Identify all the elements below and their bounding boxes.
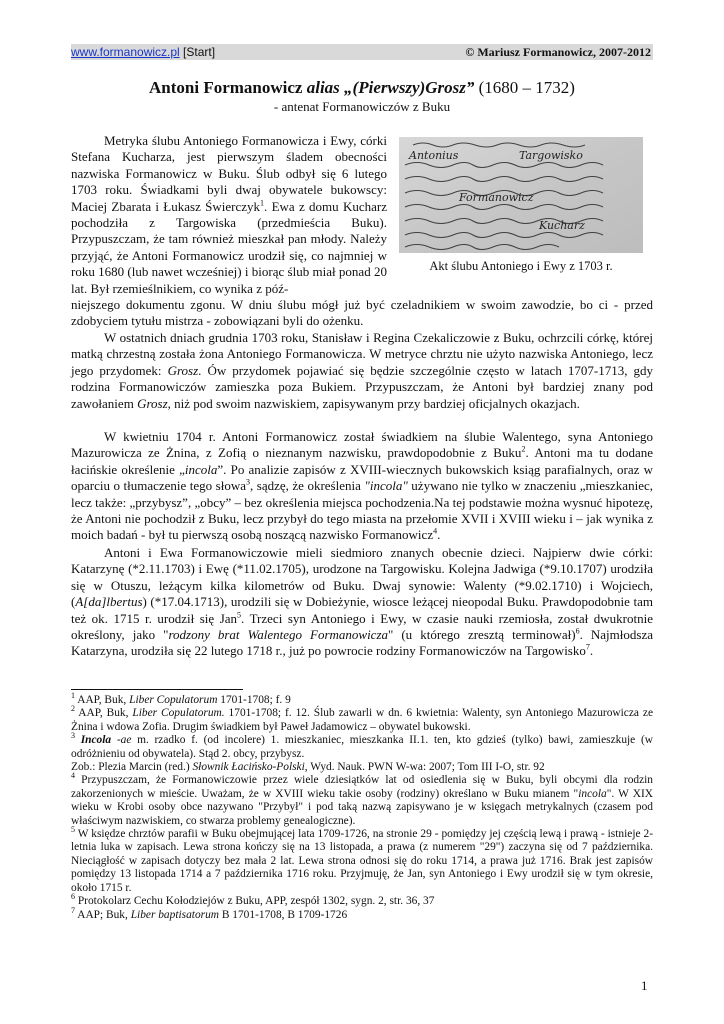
p4-albertus: A[da]lbertus (75, 594, 143, 610)
p3-text1: W kwietniu 1704 r. Antoni Formanowicz został świadkiem na ślubie Walentego, syna Antoniego Mazurowicza ze Żnina, z Zofią o nieznanym nazwisku, prawdopodobnie z Buku (71, 429, 653, 461)
footnote-7: $^7$ AAP; Buk, Liber baptisatorum B 1701-1708, B 1709-1726 (71, 905, 348, 921)
paragraph-1 (71, 133, 387, 297)
p4-text6: . (589, 643, 594, 659)
p3-text6: . (437, 527, 441, 543)
page-title (71, 78, 653, 98)
footnote-ref-2[interactable]: 2 (521, 445, 526, 455)
footnote-5: $^5$ W księdze chrztów parafii w Buku obejmującej lata 1709-1726, na stronie 29 - pomiędzy jej częścią lewą i prawą - istnieje 2-letnia luka w zapisach. Lewa strona kończy się na 13 listopada, a prawa (z numerem "29") zaczyna się od 7 października. Nieciągłość w zapisach dotyczy bez mała 2 lat. Lewa strona odnosi się do roku 1714, a prawa już 1716. Brak jest zapisów pomiędzy 13 listopada 1714 a 7 października 1716 roku. Przyjmuję, że Jan, syn Antoniego i Ewy urodził się w tym okresie, około 1715 r. (71, 825, 653, 894)
manuscript-word-2: Targowisko (519, 149, 583, 162)
p2-text2: . Ów przydomek pojawiać się będzie szczególnie często w latach 1707-1713, gdy rodzina Formanowiczów zamieszka poza Bukiem. Przypuszczam, że Antoni był bardziej znany pod zawołaniem (71, 362, 653, 411)
footnote-divider (71, 689, 243, 690)
p2-grosz: Grosz (167, 362, 199, 378)
footnote-ref-1[interactable]: 1 (260, 198, 265, 208)
p2-text1: W ostatnich dniach grudnia 1703 roku, Stanisław i Regina Czekaliczowie z Buku, ochrzcili córkę, której matką chrzestną została żona Antoniego Formanowicza. W metryce chrztu nie użyto nazwiska Antoniego, lecz jego przydomek: (71, 330, 653, 378)
footnote-ref-5[interactable]: 5 (237, 610, 242, 620)
paragraph-2 (71, 330, 653, 412)
footnote-6: $^6$ Protokolarz Cechu Kołodziejów z Buku, APP, zespół 1302, sygn. 2, str. 36, 37 (71, 892, 435, 908)
manuscript-word-4: Kucharz (539, 219, 585, 232)
manuscript-word-1: Antonius (409, 149, 459, 162)
p4-text2: ) (*17.04.1713), urodzili się w Dobieżynie, wiosce leżącej nieopodal Buku. Prawdopodobnie tam też ok. 1715 r. urodził się Jan (71, 594, 653, 626)
footnote-4: $^4$ Przypuszczam, że Formanowiczowie przez wiele dziesiątków lat od osiedlenia się w Buku, byli obcymi dla rodzin zakorzenionych w mieście. Uważam, że w XVIII wieku takie osoby (rodziny) określano w Buku mianem "incola". W XIX wieku w Krobi osoby obce nazywano "Przybył" i pod taką nazwą zapisywano je w księgach metrykalnych (czasem pod właściwym nazwiskiem, co stwarza problemy genealogiczne). (71, 771, 654, 827)
page-subtitle: - antenat Formanowiczów z Buku (273, 99, 451, 114)
manuscript-word-3: Formanowicz (459, 191, 534, 204)
paragraph-3 (71, 429, 653, 544)
footnote-1: $^1$ AAP, Buk, Liber Copulatorum 1701-1708; f. 9 (71, 691, 291, 706)
p4-rodzony: rodzony brat Walentego Formanowicza (168, 627, 389, 643)
footnote-ref-7[interactable]: 7 (585, 643, 590, 653)
footnote-3: $^3$ Incola -ae m. rzadko f. (od incolere) 1. mieszkaniec, mieszkanka II.1. ten, kto gdzieś (tylko) bawi, zamieszkuje (w odróżnieniu od obywatela). Stąd 2. obcy, przybysz. (71, 731, 653, 760)
header-links (71, 44, 215, 60)
p1-text3: niejszego dokumentu zgonu. W dniu ślubu mógł już być czeladnikiem w swoim zawodzie, bo ci - przed zdobyciem tytułu mistrza - zobowiązani byli do ożenku. (71, 297, 653, 329)
start-link[interactable]: [Start] (183, 45, 216, 59)
paragraph-4 (71, 545, 653, 660)
p3-text4: , sądzę, że określenia (250, 478, 365, 494)
p2-text3: , niż pod swoim nazwiskiem, zapisywanym przy bardziej oficjalnych okazjach. (167, 395, 580, 411)
site-link[interactable]: www.formanowicz.pl (71, 45, 180, 59)
copyright-text: © Mariusz Formanowicz, 2007-2012 (465, 45, 651, 59)
title-alias: alias „(Pierwszy)Grosz” (302, 78, 475, 97)
p4-text1: Antoni i Ewa Formanowiczowie mieli siedmioro znanych obecnie dzieci. Najpierw dwie córki: Katarzynę (*2.11.1703) i Ewę (*11.02.1705), urodzone na Targowisku. Kolejna Jadwiga (*9.10.1707) urodziła się w Otuszu, leżącym kilka kilometrów od Buku. Dwaj synowie: Walenty (*9.02.1710) i Wojciech, ( (71, 545, 653, 610)
figure-caption: Akt ślubu Antoniego i Ewy z 1703 r. (429, 259, 613, 273)
footnote-3-source: Zob.: Plezia Marcin (red.) Słownik Łacińsko-Polski, Wyd. Nauk. PWN W-wa: 2007; Tom III I-O, str. 92 (71, 761, 545, 774)
header-bar (71, 44, 653, 60)
p4-text4: " (u którego zresztą terminował) (388, 627, 576, 643)
p3-text5: używano nie tylko w znaczeniu „mieszkaniec, lecz także: „przybysz”, „obcy” – bez określenia miejsca pochodzenia.Na tej podstawie można wysnuć hipotezę, że Antoni nie pochodził z Buku, lecz przybył do tego miasta na przełomie XVII i XVIII wieku i – jak wynika z moich badań - był tu pierwszą osobą noszącą nazwisko Formanowicz (71, 478, 653, 543)
footnote-ref-4[interactable]: 4 (433, 527, 438, 537)
footnotes (71, 691, 654, 922)
title-years: (1680 – 1732) (474, 78, 575, 97)
marriage-record-image (399, 137, 643, 253)
p4-text5: . Najmłodsza Katarzyna, urodziła się 22 lutego 1718 r., już po powrocie rodziny Formanowiczów na Targowisko (71, 627, 653, 659)
p2-grosz2: Grosz (137, 395, 168, 411)
p3-incola: incola (184, 461, 218, 477)
p1-text2: . Ewa z domu Kucharz pochodziła z Targowiska (przedmieścia Buku). Przypuszczam, że tam również mieszkał pan młody. Należy przyjąć, że Antoni Formanowicz urodził się, co najmniej w roku 1680 (lub nawet wcześniej) i biorąc ślub miał ponad 20 lat. Był rzemieślnikiem, co wynika z póź- (71, 198, 388, 296)
footnote-ref-6[interactable]: 6 (575, 626, 580, 636)
footnote-ref-3[interactable]: 3 (246, 477, 251, 487)
manuscript-scan (399, 137, 643, 253)
paragraph-1-continued (71, 297, 653, 330)
p3-text2: . Antoni ma tu dodane łacińskie określenie „ (71, 445, 653, 477)
p1-text: Metryka ślubu Antoniego Formanowicza i Ewy, córki Stefana Kucharza, jest pierwszym śladem obecności nazwiska Formanowicz w Buku. Ślub odbył się 6 lutego 1703 roku. Świadkami byli dwaj obywatele bukowscy: Maciej Zbarata i Łukasz Świerczyk (71, 133, 387, 214)
title-name: Antoni Formanowicz (149, 78, 303, 97)
p3-incola2: "incola" (364, 478, 408, 494)
footnote-2: $^2$ AAP, Buk, Liber Copulatorum. 1701-1708; f. 12. Ślub zawarli w dn. 6 kwietnia: Walenty, syn Antoniego Mazurowicza ze Żnina i wdowa Zofia. Drugim świadkiem był Paweł Jadamowicz – obywatel bukowski. (71, 704, 654, 733)
p3-text3: ”. Po analizie zapisów z XVIII-wiecznych bukowskich ksiąg parafialnych, oraz w oparciu o tłumaczenie tego słowa (71, 461, 653, 494)
p4-text3: . Trzeci syn Antoniego i Ewy, w czasie nauki rzemiosła, został dwukrotnie określony, jako " (71, 610, 653, 643)
page-number: 1 (641, 978, 648, 993)
